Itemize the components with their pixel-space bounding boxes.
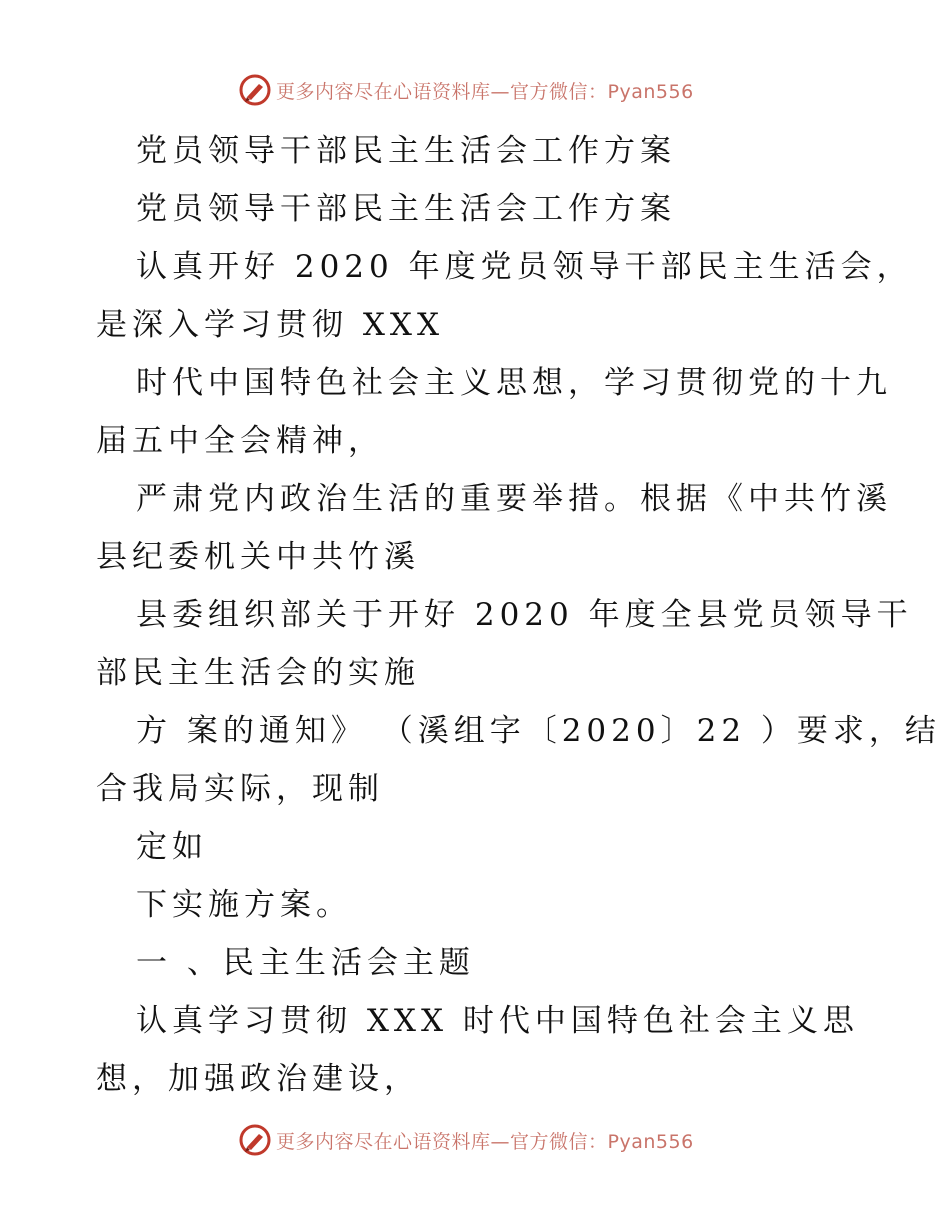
paragraph-line: 下实施方案。 (136, 887, 352, 923)
paragraph-line: 合我局实际，现制 (96, 771, 384, 807)
paragraph-line: 时代中国特色社会主义思想，学习贯彻党的十九 (136, 365, 892, 401)
paragraph-line: 县纪委机关中共竹溪 (96, 539, 420, 575)
paragraph-line: 认真开好 2020 年度党员领导干部民主生活会， (136, 249, 913, 285)
watermark-text: 更多内容尽在心语资料库—官方微信：Pyan556 (276, 1130, 694, 1153)
paragraph-line: 方 案的通知》 （溪组字〔2020〕22 ）要求，结 (136, 713, 941, 749)
watermark-footer (238, 1122, 694, 1158)
paragraph-line: 部民主生活会的实施 (96, 655, 420, 691)
paragraph-line: 认真学习贯彻 XXX 时代中国特色社会主义思 (136, 1003, 859, 1039)
paragraph-line: 严肃党内政治生活的重要举措。根据《中共竹溪 (136, 481, 892, 517)
paragraph-line: 是深入学习贯彻 XXX (96, 307, 445, 343)
paragraph-line: 届五中全会精神， (96, 423, 384, 459)
pen-logo-icon (238, 73, 272, 107)
paragraph-line: 定如 (136, 829, 208, 865)
doc-title-line: 党员领导干部民主生活会工作方案 (136, 133, 676, 169)
section-heading: 一 、民主生活会主题 (136, 945, 475, 981)
paragraph-line: 县委组织部关于开好 2020 年度全县党员领导干 (136, 597, 913, 633)
pen-logo-icon (238, 1123, 272, 1157)
watermark-header (238, 72, 694, 108)
document-body (96, 122, 941, 1108)
paragraph-line: 想，加强政治建设， (96, 1061, 420, 1097)
watermark-text: 更多内容尽在心语资料库—官方微信：Pyan556 (276, 80, 694, 103)
doc-title-repeat-line: 党员领导干部民主生活会工作方案 (136, 191, 676, 227)
